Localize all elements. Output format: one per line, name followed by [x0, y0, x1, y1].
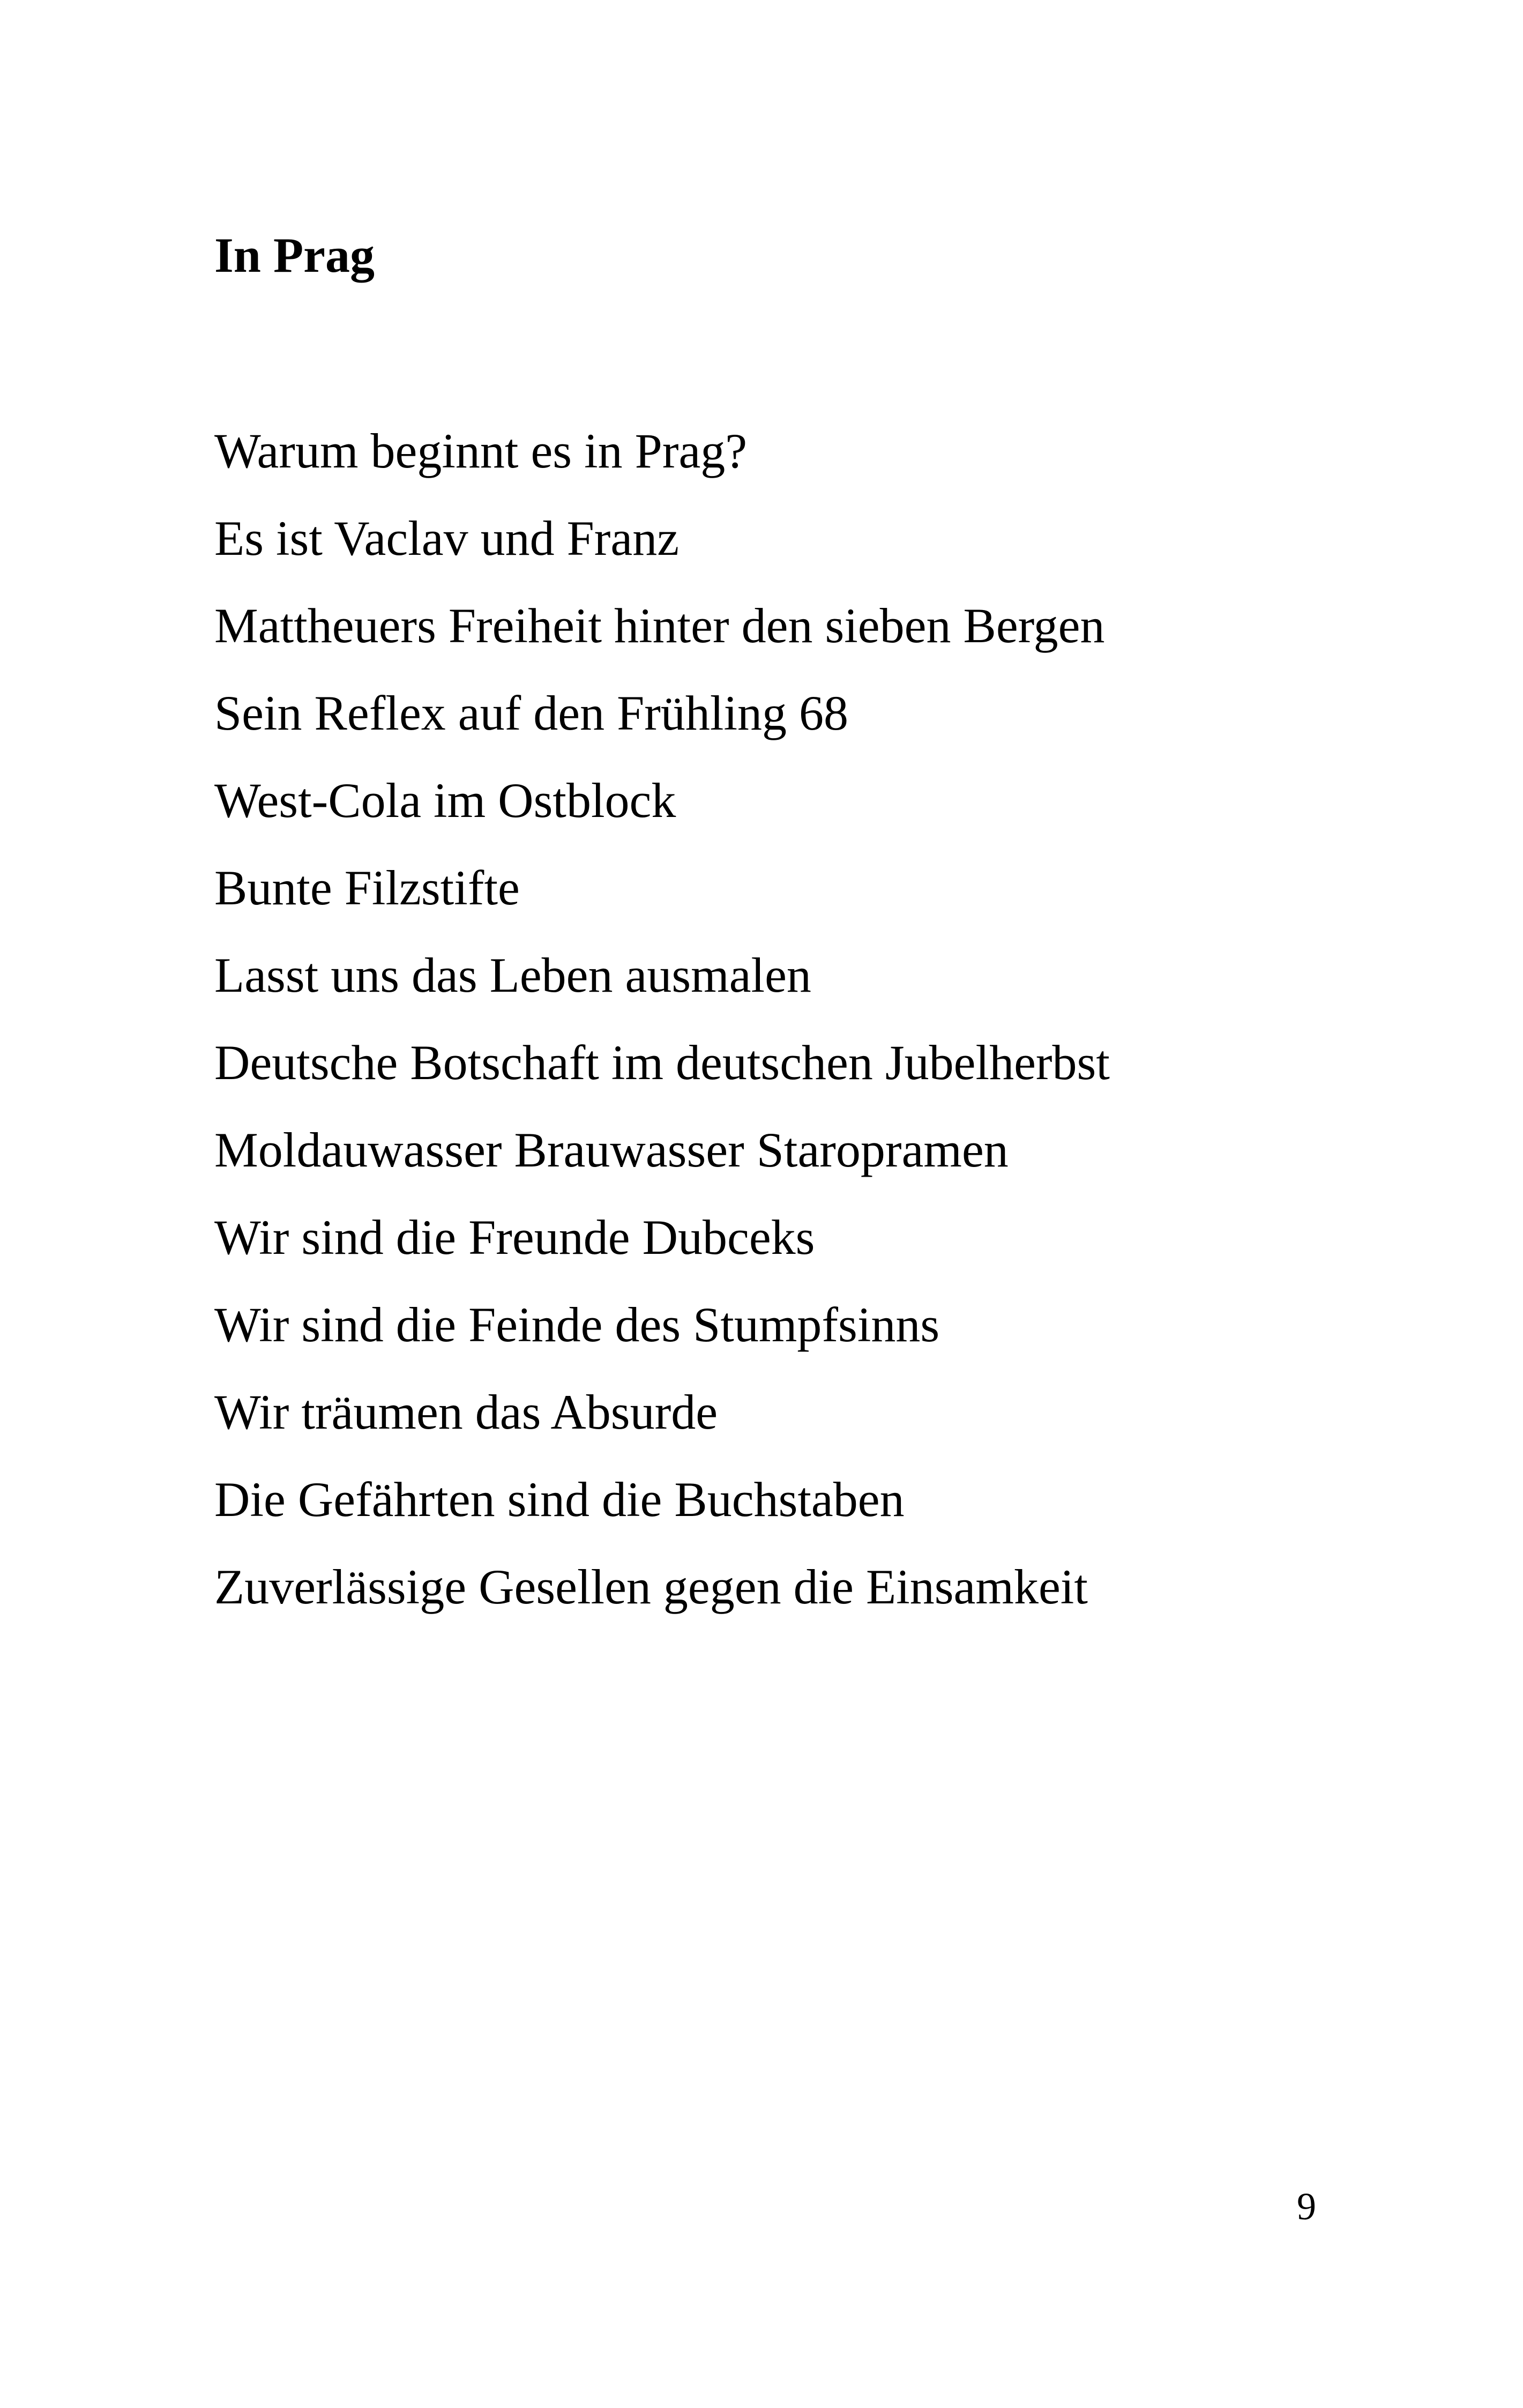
poem-line: Wir träumen das Absurde: [214, 1385, 718, 1439]
poem-line: Zuverlässige Gesellen gegen die Einsamkeit: [214, 1559, 1088, 1614]
poem-line: Es ist Vaclav und Franz: [214, 511, 680, 566]
poem-line: West-Cola im Ostblock: [214, 773, 676, 828]
poem-line: Deutsche Botschaft im deutschen Jubelherbst: [214, 1035, 1110, 1090]
poem-line: Warum beginnt es in Prag?: [214, 423, 748, 478]
poem-line: Lasst uns das Leben ausmalen: [214, 948, 811, 1002]
poem-body: [214, 407, 1110, 1631]
poem-line: Wir sind die Freunde Dubceks: [214, 1210, 815, 1265]
poem-title: In Prag: [214, 228, 375, 283]
poem-line: Wir sind die Feinde des Stumpfsinns: [214, 1297, 940, 1352]
poem-line: Moldauwasser Brauwasser Staropramen: [214, 1123, 1009, 1177]
poem-line: Die Gefährten sind die Buchstaben: [214, 1472, 905, 1527]
page-number: 9: [1297, 2185, 1316, 2228]
poem-line: Sein Reflex auf den Frühling 68: [214, 686, 849, 740]
poem-line: Mattheuers Freiheit hinter den sieben Bergen: [214, 598, 1105, 653]
poem-line: Bunte Filzstifte: [214, 860, 520, 915]
